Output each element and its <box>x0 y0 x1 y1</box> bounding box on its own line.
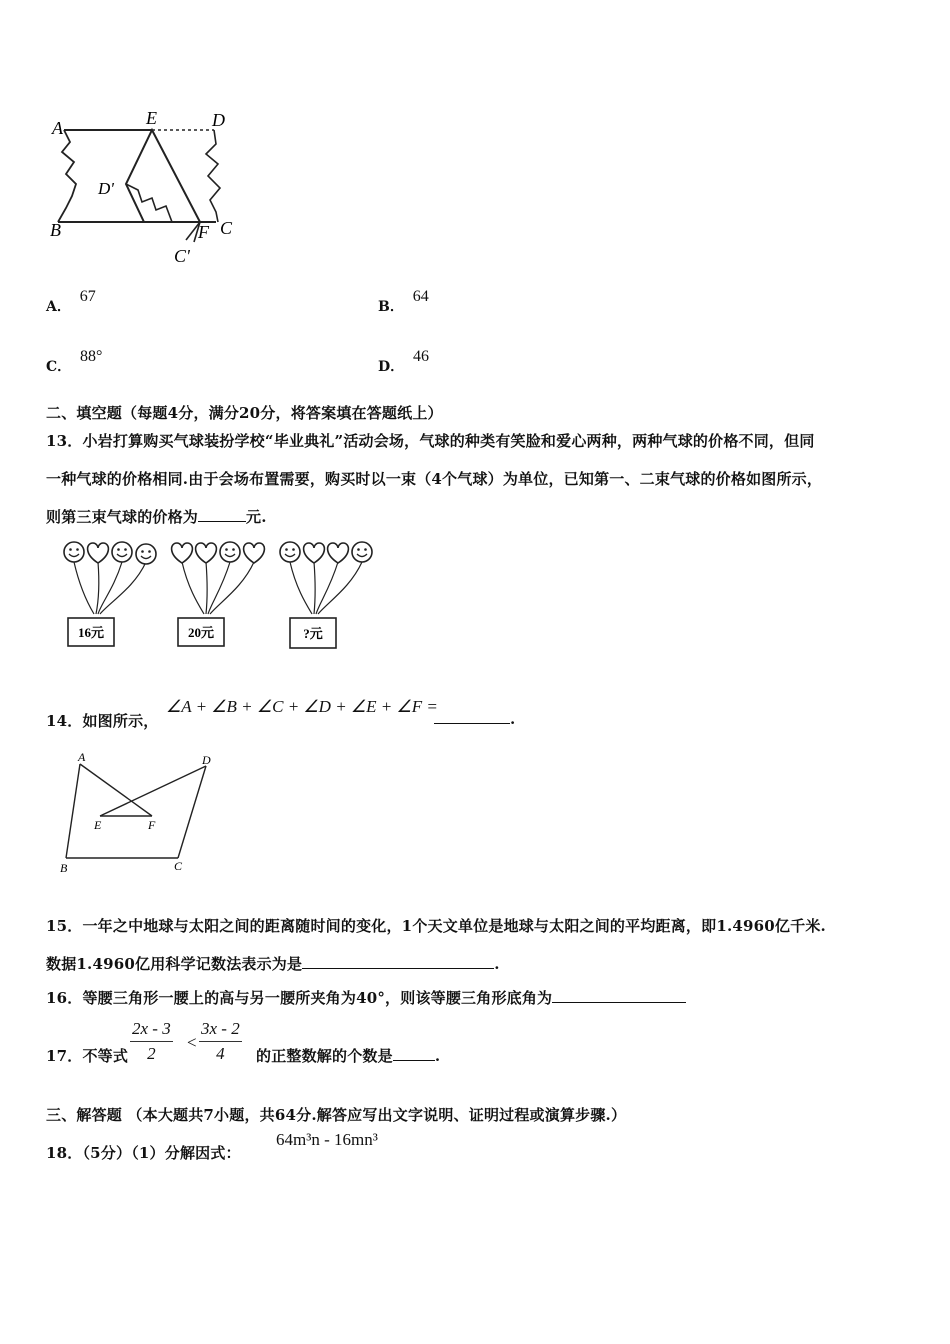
q14-label-F: F <box>148 818 156 832</box>
q17-prefix: 17．不等式 <box>46 1047 129 1065</box>
option-a-letter: A． <box>46 299 71 315</box>
label-B: B <box>50 220 61 240</box>
option-b[interactable] <box>378 288 429 316</box>
q13-line3-suffix: 元. <box>246 508 267 526</box>
q18-prefix: 18．（5分）（1）分解因式： <box>46 1144 241 1162</box>
q13-balloon-figure <box>54 538 384 656</box>
balloon-bunch-2 <box>172 542 265 646</box>
q16-text: 16．等腰三角形一腰上的高与另一腰所夹角为40°，则该等腰三角形底角为 <box>46 989 553 1007</box>
q14-suffix: . <box>510 710 516 728</box>
option-b-letter: B． <box>378 299 404 315</box>
q12-figure <box>44 104 254 274</box>
section3-heading: 三、解答题 （本大题共7小题，共64分.解答应写出文字说明、证明过程或演算步骤.） <box>46 1106 627 1124</box>
q13-line1: 13．小岩打算购买气球装扮学校“毕业典礼”活动会场，气球的种类有笑脸和爱心两种，两种气球的价格不同，但同 <box>46 432 815 450</box>
label-C: C <box>220 218 233 238</box>
q17-frac2-denominator: 4 <box>216 1044 225 1063</box>
q17-frac1-numerator: 2x - 3 <box>130 1019 173 1042</box>
section2-heading: 二、填空题（每题4分，满分20分，将答案填在答题纸上） <box>46 404 443 422</box>
option-d-letter: D． <box>378 359 405 375</box>
q13-line3-prefix: 则第三束气球的价格为 <box>46 508 199 526</box>
bunch-3-price: ?元 <box>303 626 323 641</box>
option-a[interactable] <box>46 288 96 316</box>
q14-expression: ∠A + ∠B + ∠C + ∠D + ∠E + ∠F = <box>166 697 438 716</box>
q16-answer-blank[interactable] <box>552 1002 686 1003</box>
q13-answer-blank[interactable] <box>198 521 246 522</box>
label-F: F <box>198 222 209 242</box>
q17-fraction-left <box>130 1019 173 1064</box>
q14-label-B: B <box>60 861 68 875</box>
q13-line3 <box>46 506 267 527</box>
q14-figure <box>56 750 226 878</box>
q16-line <box>46 987 686 1008</box>
label-E: E <box>146 108 157 128</box>
q18-expression: 64m³n - 16mn³ <box>276 1130 378 1149</box>
label-A: A <box>52 118 63 138</box>
balloon-bunch-1 <box>64 542 156 646</box>
label-D: D <box>212 110 225 130</box>
option-a-value: 67 <box>79 288 96 305</box>
option-d[interactable] <box>378 348 430 376</box>
q17-frac2-numerator: 3x - 2 <box>199 1019 242 1042</box>
q17-suffix <box>256 1045 440 1066</box>
q14-label-D: D <box>202 753 211 767</box>
option-c[interactable] <box>46 348 103 376</box>
bunch-2-price: 20元 <box>187 625 215 640</box>
bunch-1-price: 16元 <box>77 625 105 640</box>
q17-less-than: < <box>187 1033 197 1052</box>
q14-blank-wrap <box>434 710 515 728</box>
option-b-value: 64 <box>412 288 429 305</box>
q14-prefix: 14．如图所示， <box>46 712 159 730</box>
q17-frac1-denominator: 2 <box>147 1044 156 1063</box>
option-c-value: 88° <box>80 348 103 365</box>
q15-line2 <box>46 953 500 974</box>
option-d-value: 46 <box>413 348 430 365</box>
option-c-letter: C． <box>46 359 72 375</box>
q15-answer-blank[interactable] <box>302 968 494 969</box>
q14-label-A: A <box>78 750 86 764</box>
q15-line2-prefix: 数据1.4960亿用科学记数法表示为是 <box>46 955 303 973</box>
q14-answer-blank[interactable] <box>434 723 510 724</box>
q15-line1: 15．一年之中地球与太阳之间的距离随时间的变化，1个天文单位是地球与太阳之间的平均距离，即1.4960亿千米. <box>46 917 826 935</box>
q17-answer-blank[interactable] <box>393 1060 435 1061</box>
balloon-bunch-3 <box>280 542 372 648</box>
q17-suffix-end: . <box>434 1047 441 1065</box>
q13-line2: 一种气球的价格相同.由于会场布置需要，购买时以一束（4个气球）为单位，已知第一、二束气球的价格如图所示， <box>46 470 823 488</box>
q15-line2-suffix: . <box>494 955 500 973</box>
label-Dprime: D' <box>98 179 114 198</box>
q17-fraction-right <box>199 1019 242 1064</box>
label-Cprime: C' <box>174 246 190 266</box>
q14-label-C: C <box>174 859 183 873</box>
q17-suffix-text: 的正整数解的个数是 <box>256 1047 393 1065</box>
q14-label-E: E <box>94 818 102 832</box>
